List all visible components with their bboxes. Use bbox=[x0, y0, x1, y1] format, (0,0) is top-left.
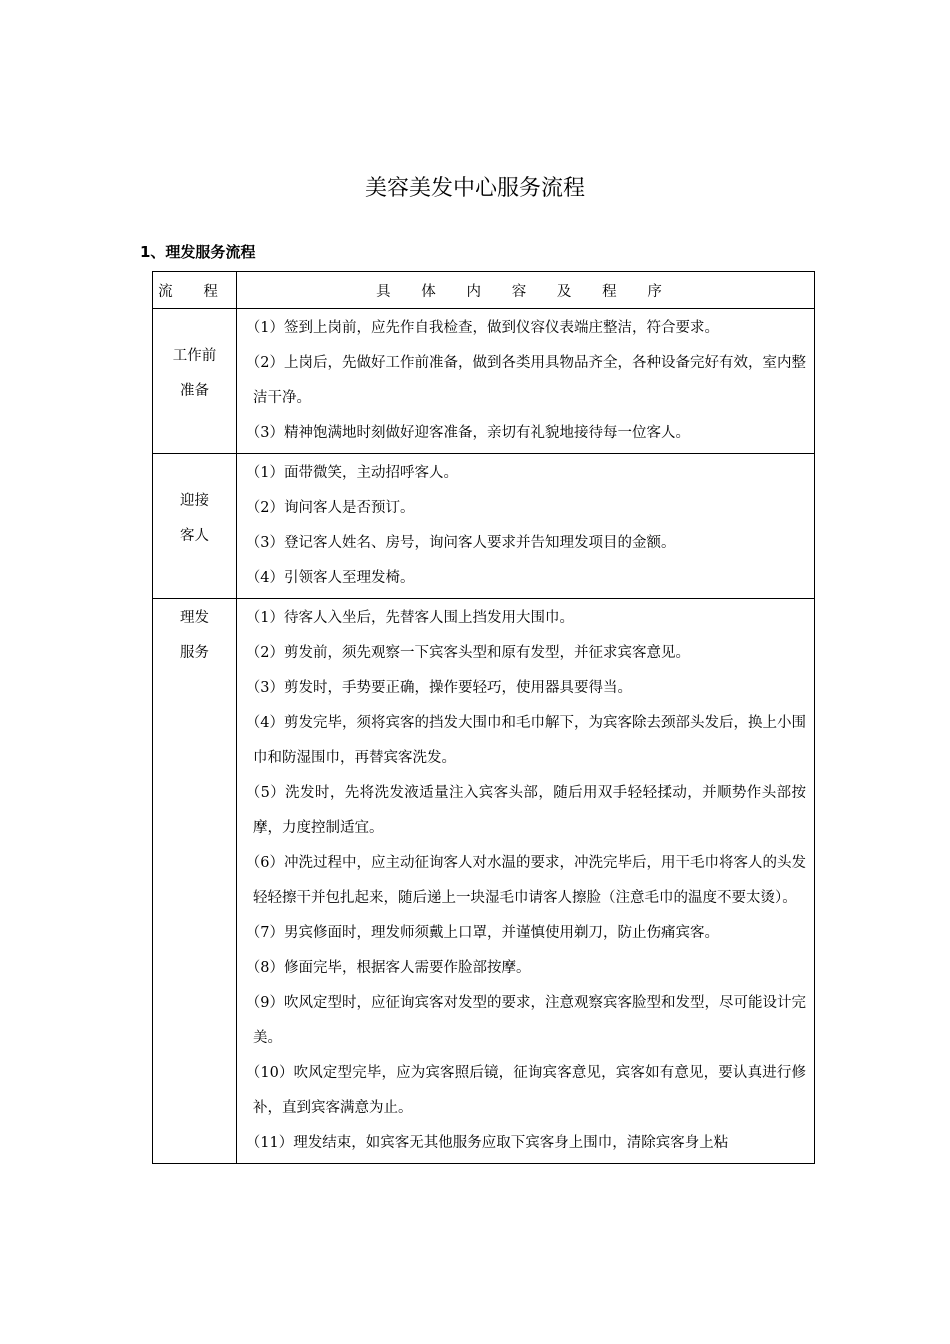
stage-cell bbox=[153, 309, 237, 454]
list-item: （10）吹风定型完毕，应为宾客照后镜，征询宾客意见，宾客如有意见，要认真进行修补，直到宾客满意为止。 bbox=[245, 1065, 806, 1116]
table-row bbox=[153, 309, 815, 454]
list-item: （3）剪发时，手势要正确，操作要轻巧，使用器具要得当。 bbox=[245, 680, 632, 696]
content-cell bbox=[237, 599, 815, 1164]
table-row bbox=[153, 454, 815, 599]
content-cell bbox=[237, 454, 815, 599]
stage-label: 工作前 bbox=[172, 348, 217, 364]
list-item: （3）登记客人姓名、房号，询问客人要求并告知理发项目的金额。 bbox=[245, 535, 676, 551]
header-content: 具 体 内 容 及 程 序 bbox=[237, 272, 815, 309]
stage-cell bbox=[153, 599, 237, 1164]
list-item: （1）面带微笑，主动招呼客人。 bbox=[245, 465, 458, 481]
list-item: （2）剪发前，须先观察一下宾客头型和原有发型，并征求宾客意见。 bbox=[245, 645, 690, 661]
table-header-row bbox=[153, 272, 815, 309]
list-item: （2）上岗后，先做好工作前准备，做到各类用具物品齐全，各种设备完好有效，室内整洁干净。 bbox=[245, 355, 806, 406]
stage-label: 迎接 bbox=[180, 493, 209, 509]
document-title: 美容美发中心服务流程 bbox=[364, 176, 585, 201]
stage-label: 准备 bbox=[180, 383, 209, 399]
list-item: （3）精神饱满地时刻做好迎客准备，亲切有礼貌地接待每一位客人。 bbox=[245, 425, 690, 441]
list-item: （9）吹风定型时，应征询宾客对发型的要求，注意观察宾客脸型和发型，尽可能设计完美。 bbox=[245, 995, 806, 1046]
stage-cell bbox=[153, 454, 237, 599]
list-item: （5）洗发时，先将洗发液适量注入宾客头部，随后用双手轻轻揉动，并顺势作头部按摩，力度控制适宜。 bbox=[245, 785, 806, 836]
section-heading: 1、理发服务流程 bbox=[140, 243, 256, 261]
list-item: （8）修面完毕，根据客人需要作脸部按摩。 bbox=[245, 960, 531, 976]
stage-label: 服务 bbox=[180, 645, 209, 661]
list-item: （7）男宾修面时，理发师须戴上口罩，并谨慎使用剃刀，防止伤痛宾客。 bbox=[245, 925, 719, 941]
service-process-table bbox=[152, 271, 815, 1164]
stage-label: 理发 bbox=[180, 610, 209, 626]
list-item: （2）询问客人是否预订。 bbox=[245, 500, 415, 516]
list-item: （1）签到上岗前，应先作自我检查，做到仪容仪表端庄整洁，符合要求。 bbox=[245, 320, 719, 336]
list-item: （4）引领客人至理发椅。 bbox=[245, 570, 415, 586]
header-stage: 流 程 bbox=[153, 272, 237, 309]
content-cell bbox=[237, 309, 815, 454]
list-item: （11）理发结束，如宾客无其他服务应取下宾客身上围巾，清除宾客身上粘 bbox=[245, 1135, 729, 1151]
list-item: （1）待客人入坐后，先替客人围上挡发用大围巾。 bbox=[245, 610, 574, 626]
stage-label: 客人 bbox=[180, 528, 209, 544]
list-item: （4）剪发完毕，须将宾客的挡发大围巾和毛巾解下，为宾客除去颈部头发后，换上小围巾和防湿围巾，再替宾客洗发。 bbox=[245, 715, 806, 766]
list-item: （6）冲洗过程中，应主动征询客人对水温的要求，冲洗完毕后，用干毛巾将客人的头发轻轻擦干并包扎起来，随后递上一块湿毛巾请客人擦脸（注意毛巾的温度不要太烫）。 bbox=[245, 855, 806, 906]
table-row bbox=[153, 599, 815, 1164]
